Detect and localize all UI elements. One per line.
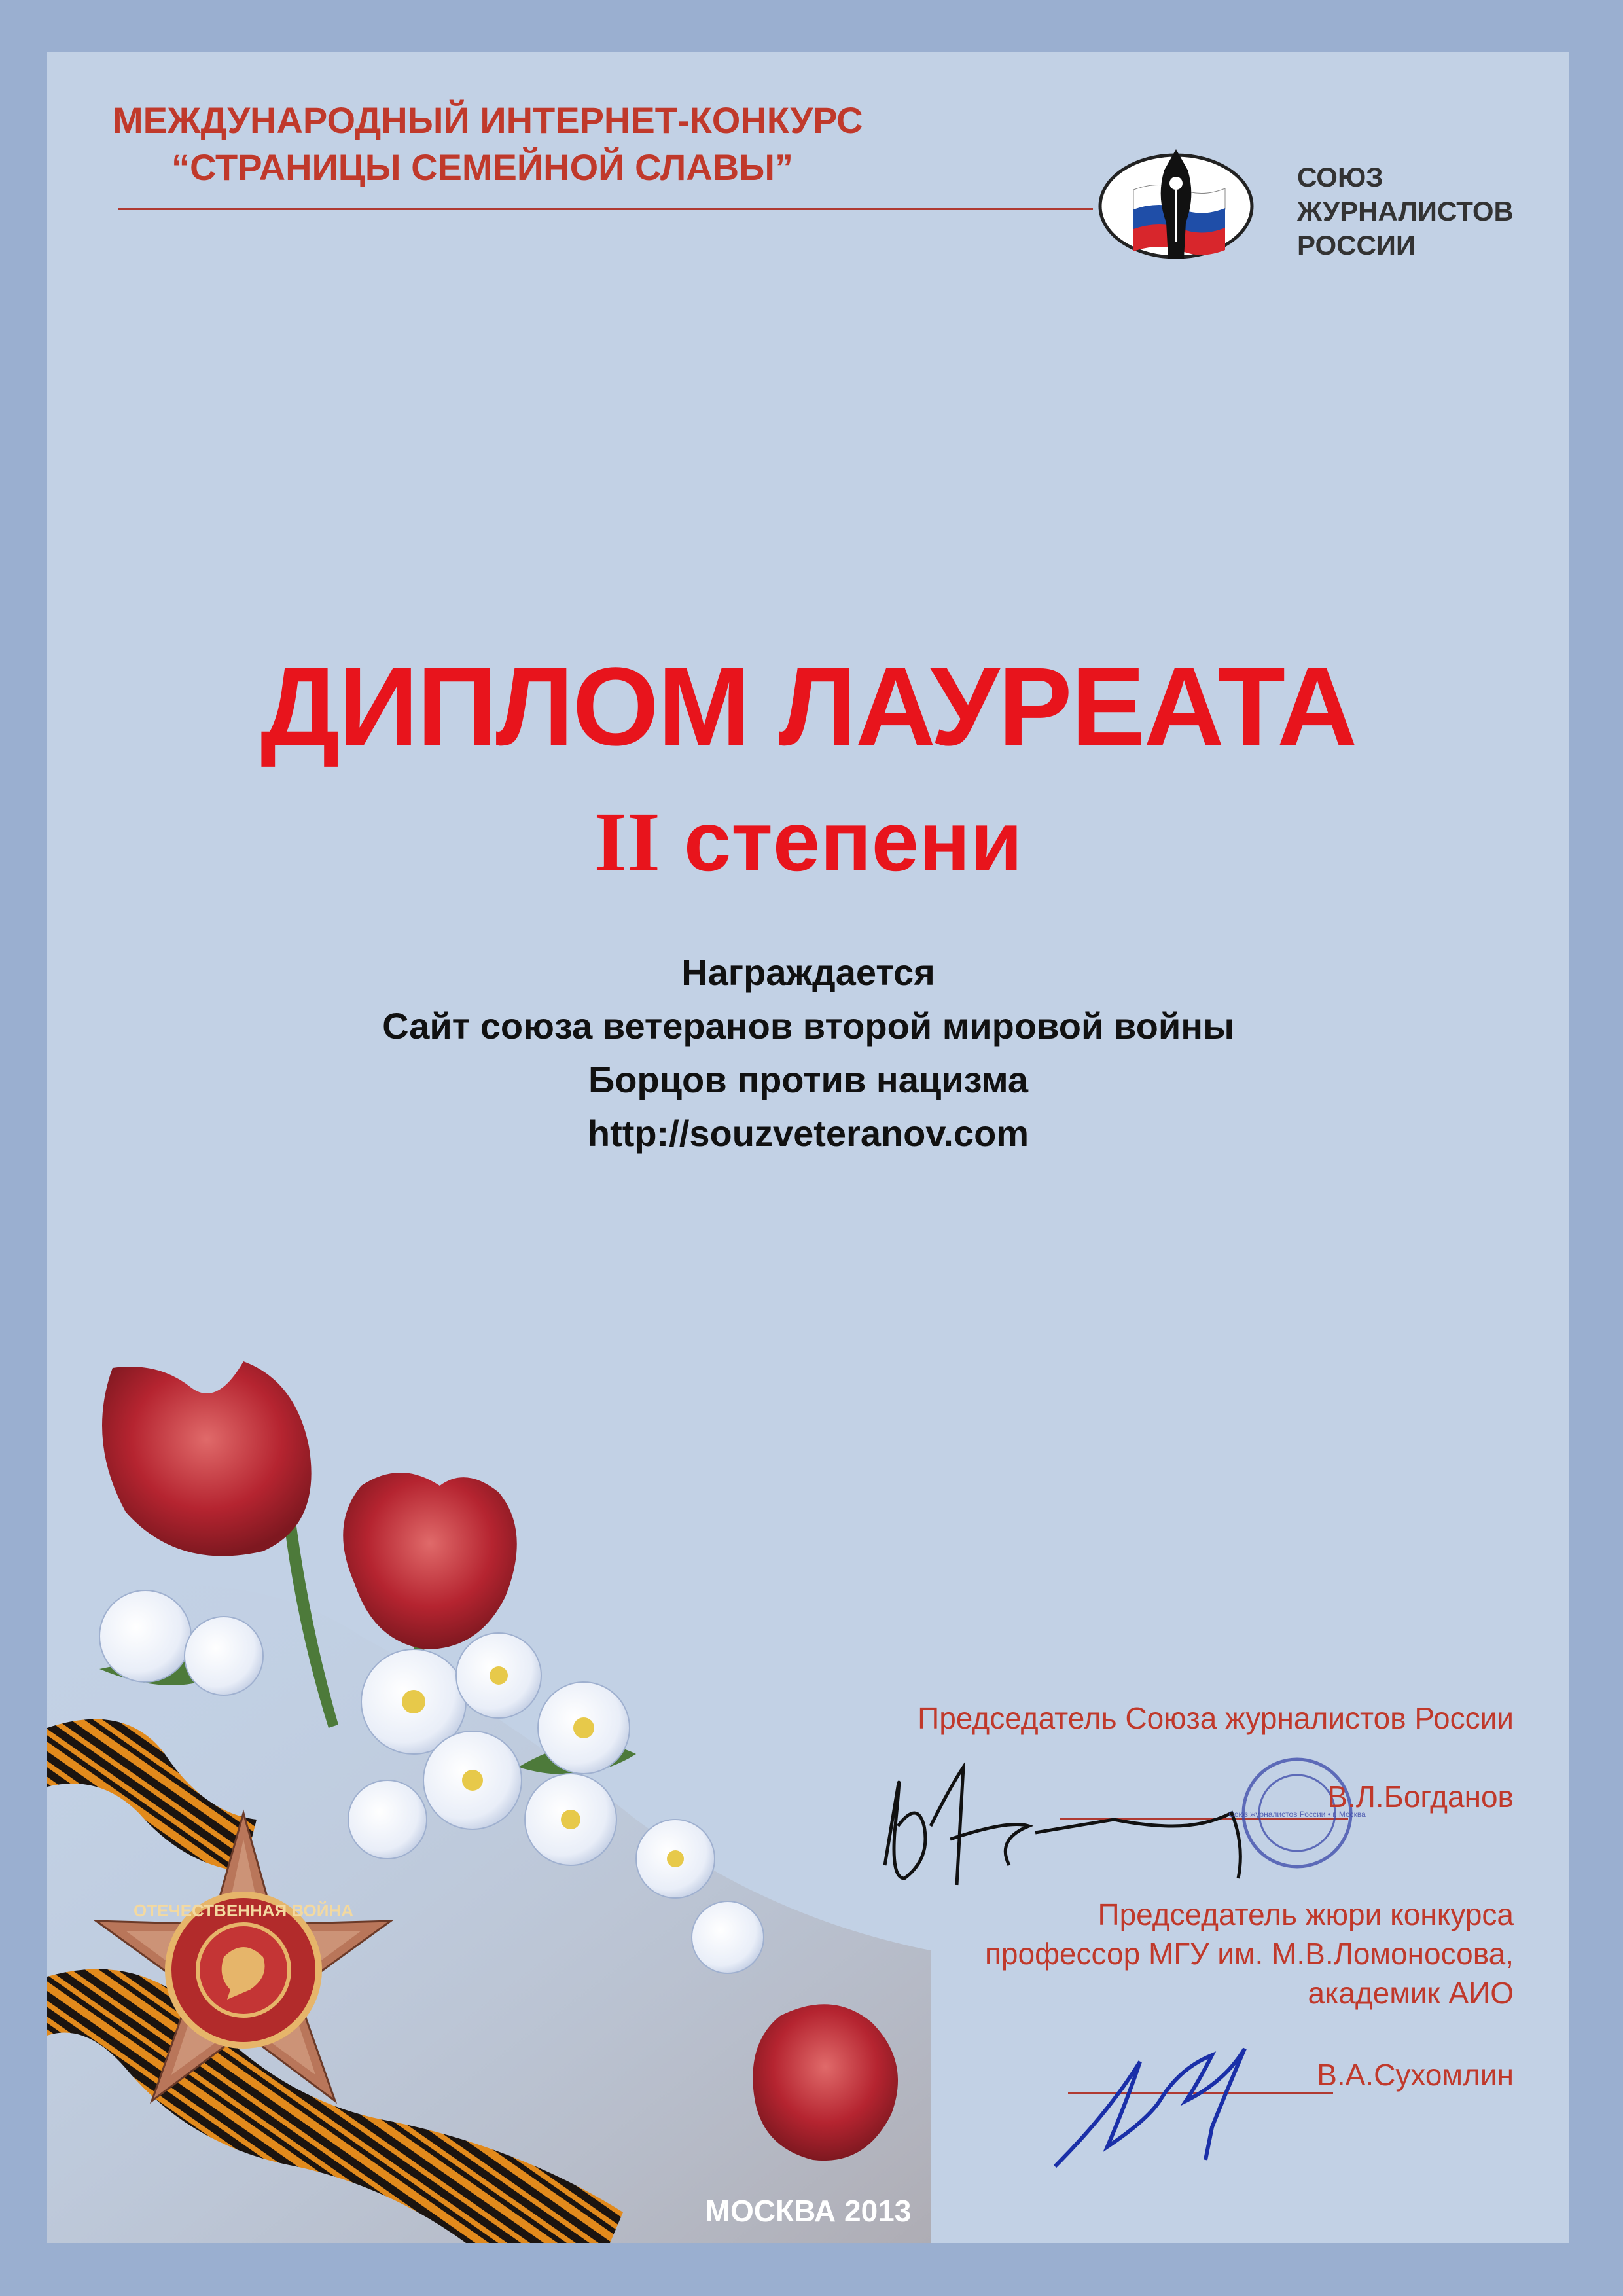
header-rule — [118, 208, 1093, 210]
org-name-line1: СОЮЗ — [1297, 162, 1383, 192]
jury-chair-signature — [1029, 1996, 1323, 2193]
order-ribbon-text: ОТЕЧЕСТВЕННАЯ ВОЙНА — [133, 1901, 354, 1920]
floral-illustration — [47, 1361, 931, 2243]
stamp-text: Союз журналистов России • г. Москва — [1228, 1810, 1366, 1819]
diploma-title: ДИПЛОМ ЛАУРЕАТА — [260, 645, 1357, 769]
org-name — [1297, 160, 1514, 262]
chairman-role: Председатель Союза журналистов России — [918, 1701, 1514, 1735]
award-line1: Награждается — [681, 952, 935, 993]
diploma-degree — [47, 792, 1569, 891]
city-year: МОСКВА 2013 — [705, 2194, 912, 2228]
award-line3: Борцов против нацизма — [588, 1059, 1029, 1100]
org-name-line3: РОССИИ — [1297, 230, 1416, 260]
jury-chair-name: В.А.Сухомлин — [1317, 2058, 1514, 2092]
contest-title — [113, 97, 863, 191]
award-line2: Сайт союза ветеранов второй мировой войны — [382, 1005, 1234, 1047]
jury-chair-block — [985, 1895, 1514, 2013]
journalists-union-logo — [1097, 144, 1261, 265]
degree-roman: II — [594, 795, 660, 889]
jury-line2: профессор МГУ им. М.В.Ломоносова, — [985, 1937, 1514, 1971]
degree-word: степени — [683, 793, 1023, 889]
contest-title-line2: “СТРАНИЦЫ СЕМЕЙНОЙ СЛАВЫ” — [171, 147, 793, 188]
contest-title-line1: МЕЖДУНАРОДНЫЙ ИНТЕРНЕТ-КОНКУРС — [113, 99, 863, 141]
diploma-sheet — [47, 52, 1569, 2243]
award-block — [47, 946, 1569, 1160]
jury-line3: академик АИО — [1308, 1976, 1514, 2010]
chairman-name: В.Л.Богданов — [1327, 1780, 1514, 1814]
award-line4: http://souzveteranov.com — [587, 1113, 1029, 1154]
org-name-line2: ЖУРНАЛИСТОВ — [1297, 196, 1514, 226]
jury-line1: Председатель жюри конкурса — [1097, 1897, 1514, 1931]
